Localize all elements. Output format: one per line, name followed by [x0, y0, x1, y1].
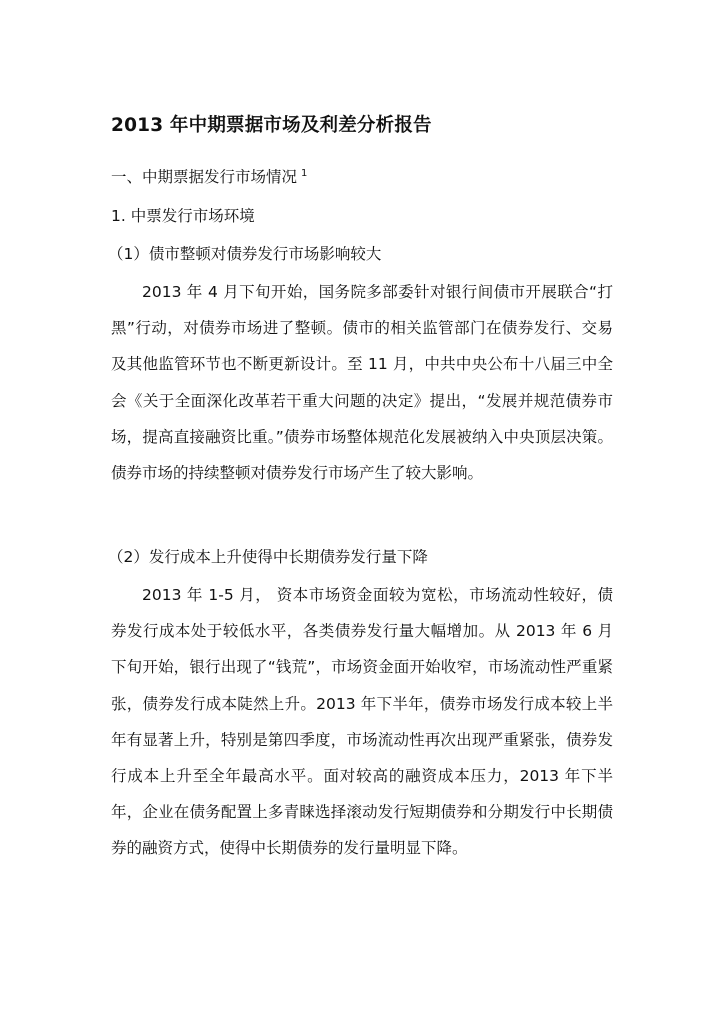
subsection-heading: 1. 中票发行市场环境	[111, 207, 255, 225]
item-heading-1: （1）债市整顿对债券发行市场影响较大	[108, 245, 382, 263]
item-heading-2: （2）发行成本上升使得中长期债券发行量下降	[108, 548, 428, 566]
body-paragraph-1: 2013 年 4 月下旬开始，国务院多部委针对银行间债市开展联合“打黑”行动，对债券市场进了整顿。债市的相关监管部门在债券发行、交易及其他监管环节也不断更新设计。至 11 月，中共中央公布十八届三中全会《关于全面深化改革若干重大问题的决定》提出，“发展并规范债券市场，提高直接融资比重。”债券市场整体规范化发展被纳入中央顶层决策。债券市场的持续整顿对债券发行市场产生了较大影响。	[111, 283, 613, 483]
document-title: 2013 年中期票据市场及利差分析报告	[111, 115, 432, 136]
section-heading	[111, 165, 307, 187]
footnote-marker: 1	[301, 167, 308, 179]
body-paragraph-2: 2013 年 1-5 月， 资本市场资金面较为宽松，市场流动性较好，债券发行成本处于较低水平，各类债券发行量大幅增加。从 2013 年 6 月下旬开始，银行出现了“钱荒”，市场资金面开始收窄，市场流动性严重紧张，债券发行成本陡然上升。2013 年下半年，债券市场发行成本较上半年有显著上升，特别是第四季度，市场流动性再次出现严重紧张，债券发行成本上升至全年最高水平。面对较高的融资成本压力，2013 年下半年，企业在债务配置上多青睐选择滚动发行短期债券和分期发行中长期债券的融资方式，使得中长期债券的发行量明显下降。	[111, 586, 613, 858]
section-heading-text: 一、中期票据发行市场情况	[111, 168, 298, 186]
